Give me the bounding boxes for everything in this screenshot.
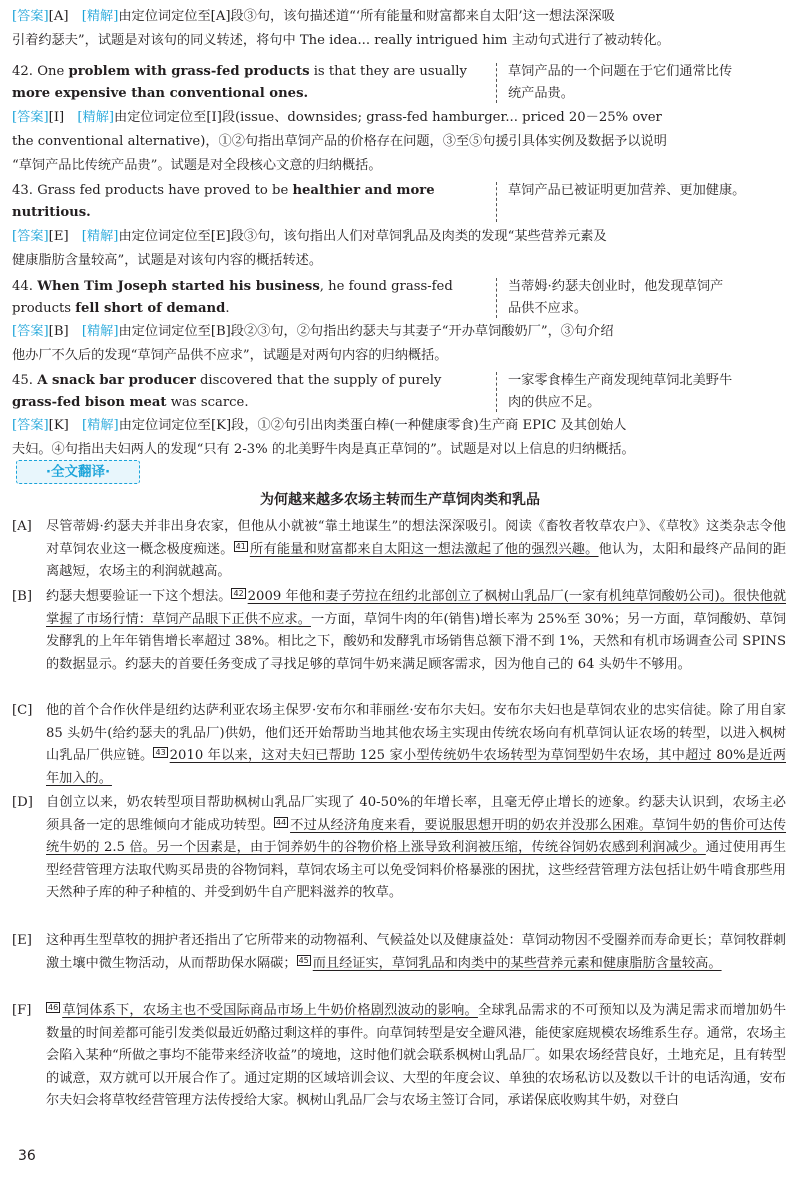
answer-41-line-2: 引着约瑟夫”，试题是对该句的同义转述，将句中 The idea... really intrigued him 主动句式进行了被动转化。 — [12, 33, 670, 48]
question-45 — [12, 370, 786, 414]
question-marker: 46 — [48, 1003, 59, 1012]
question-marker: 42 — [233, 589, 244, 598]
text: 尽管蒂姆·约瑟夫并非出身农家，但他从小就被“靠土地谋生”的想法深深吸引。阅读《畜牧者牧草农户》、《草牧》这类杂志令他对草饲农业这一概念极度痴迷。 — [46, 519, 786, 557]
keyword: more expensive than conventional ones. — [12, 86, 309, 101]
paragraph-text — [46, 586, 786, 676]
underlined-text: 2010 年以来，这对夫妇已帮助 125 家小型传统奶牛农场转型为草饲型奶牛农场，其中超过 80%是近两年加入的。 — [46, 748, 786, 786]
question-43 — [12, 180, 786, 224]
text: discovered that the supply of purely — [195, 373, 442, 388]
answer-42-line-3: “草饲产品比传统产品贵”。试题是对全段核心文意的归纳概括。 — [12, 158, 382, 173]
answer-45-line-1 — [12, 415, 786, 437]
paragraph-text — [46, 700, 786, 790]
answer-42-line-2: the conventional alternative)，①②句指出草饲产品的价格存在问题，③至⑤句援引具体实例及数据予以说明 — [12, 134, 667, 149]
paragraph-f — [12, 1000, 786, 1136]
paragraph-e — [12, 930, 786, 998]
paragraph-a — [12, 516, 786, 584]
answer-key: [K] — [48, 418, 69, 433]
question-44-chinese — [508, 276, 786, 320]
page-number: 36 — [18, 1148, 36, 1164]
underlined-text: 2009 年他和妻子劳拉在纽约北部创立了枫树山乳品厂(一家有机纯草饲酸奶公司)。很快他就掌握了市场行情：草饲产品眼下正供不应求。 — [46, 589, 787, 627]
paragraph-text — [46, 930, 786, 975]
paragraph-label: [A] — [12, 519, 32, 534]
analysis-text: 由定位词定位至[E]段③句，该句指出人们对草饲乳品及肉类的发现“某些营养元素及 — [118, 229, 607, 244]
underlined-text: 所有能量和财富都来自太阳这一想法激起了他的强烈兴趣。 — [249, 541, 599, 557]
question-marker: 45 — [298, 955, 309, 965]
analysis-text: 由定位词定位至[I]段(issue、downsides; grass-fed hamburger... priced 20－25% over — [114, 110, 662, 125]
question-marker: 44 — [275, 817, 287, 827]
question-44-english — [12, 276, 484, 320]
text: 一方面，草饲牛肉的年(销售)增长率为 25%至 30%；另一方面，草饲酸奶、草饲发酵乳的上年年销售增长率超过 38%。相比之下，酸奶和发酵乳市场销售总额下滑不到 1%，天然和有机市场调查公司 SPINS 的数据显示。约瑟夫的首要任务变成了寻找足够的草饲牛奶来满足顾客需求，因为他自己的 64 头奶牛不够用。 — [46, 611, 786, 672]
paragraph-label: [B] — [12, 589, 32, 604]
answer-44-line-1 — [12, 321, 786, 343]
text: 全球乳品需求的不可预知以及为满足需求而增加奶牛数量的时间差都可能引发类似最近奶酪过剩这样的事件。向草饲转型是安全避风港，能使家庭规模农场维系生存。通常，农场主会陷入某种“所做之事均不能带来经济收益”的境地，这时他们就会联系枫树山乳品厂。如果农场经营良好，土地充足，且有转型的诚意，双方就可以开展合作了。通过定期的区域培训会议、大型的年度会议、单独的农场私访以及数以千计的电话沟通，安布尔夫妇会将草牧经营管理方法传授给大家。枫树山乳品厂会与农场主签订合同，承诺保底收购其牛奶，对登白 — [46, 1003, 786, 1108]
answer-key: [A] — [48, 9, 69, 24]
question-43-chinese: 草饲产品已被证明更加营养、更加健康。 — [508, 183, 746, 198]
answer-42-line-1 — [12, 107, 786, 129]
answer-tag: [答案] — [12, 110, 49, 125]
paragraph-label: [E] — [12, 933, 32, 948]
analysis-text: 由定位词定位至[A]段③句，该句描述道“‘所有能量和财富都来自太阳’这一想法深深吸 — [118, 9, 615, 24]
paragraph-label: [F] — [12, 1003, 32, 1018]
question-45-english — [12, 370, 484, 414]
analysis-tag: [精解] — [81, 229, 119, 244]
answer-44-line-2: 他办厂不久后的发现“草饲产品供不应求”，试题是对两句内容的归纳概括。 — [12, 348, 448, 363]
answer-tag: [答案] — [12, 324, 49, 339]
keyword: fell short of demand — [75, 301, 226, 316]
text: 品供不应求。 — [508, 301, 588, 316]
answer-key: [I] — [48, 110, 65, 125]
answer-tag: [答案] — [12, 418, 49, 433]
answer-key: [E] — [48, 229, 69, 244]
answer-43-line-2: 健康脂肪含量较高”，试题是对该句内容的概括转述。 — [12, 253, 323, 268]
text: 统产品贵。 — [508, 86, 574, 101]
text: Grass fed products have proved to be — [37, 183, 293, 198]
underlined-text: 而且经证实，草饲乳品和肉类中的某些营养元素和健康脂肪含量较高。 — [312, 955, 722, 971]
answer-41-line-1 — [12, 6, 786, 28]
text: 自创立以来，奶农转型项目帮助枫树山乳品厂实现了 40-50%的年增长率，且毫无停止增长的迹象。约瑟夫认识到，农场主必须具备一定的思维倾向才能成功转型。 — [46, 795, 786, 833]
paragraph-text — [46, 516, 786, 584]
question-number: 45. — [12, 373, 33, 388]
answer-tag: [答案] — [12, 229, 49, 244]
divider — [496, 278, 497, 318]
answer-45-line-2: 夫妇。④句指出夫妇两人的发现“只有 2-3% 的北美野牛肉是真正草饲的”。试题是对以上信息的归纳概括。 — [12, 442, 635, 457]
question-number: 43. — [12, 183, 33, 198]
analysis-tag: [精解] — [81, 9, 119, 24]
underlined-text: 草饲体系下，农场主也不受国际商品市场上牛奶价格剧烈波动的影响。 — [62, 1003, 478, 1018]
paragraph-text — [46, 792, 786, 905]
text: 草饲产品的一个问题在于它们通常比传 — [508, 64, 733, 79]
text: . — [225, 301, 230, 316]
paragraph-d — [12, 792, 786, 928]
keyword: healthier and more — [292, 183, 435, 198]
question-marker: 43 — [155, 748, 166, 757]
text: One — [37, 64, 69, 79]
analysis-tag: [精解] — [77, 110, 115, 125]
question-number: 44. — [12, 279, 33, 294]
analysis-tag: [精解] — [81, 324, 119, 339]
question-42-chinese — [508, 61, 786, 105]
keyword: A snack bar producer — [37, 373, 196, 388]
keyword: When Tim Joseph started his business — [37, 279, 320, 294]
analysis-tag: [精解] — [82, 418, 119, 433]
question-42 — [12, 61, 786, 105]
paragraph-label: [D] — [12, 795, 33, 810]
text: is that they are usually — [309, 64, 467, 79]
question-44 — [12, 276, 786, 320]
section-tag-full-translation: ·全文翻译· — [16, 460, 140, 484]
text: 约瑟夫想要验证一下这个想法。 — [46, 589, 232, 604]
question-45-chinese — [508, 370, 786, 414]
underlined-text: 不过从经济角度来看，要说服思想开明的奶农并没那么困难。草饲牛奶的售价可达传统牛奶的 2.5 倍。另一个因素是，由于饲养奶牛的谷物价格上涨导致利润被压缩，传统谷饲奶农感到利润减少。 — [46, 817, 787, 855]
divider — [496, 372, 497, 412]
keyword: grass-fed bison meat — [12, 395, 167, 410]
paragraph-text — [46, 1000, 786, 1113]
keyword: nutritious. — [12, 205, 91, 220]
text: products — [12, 301, 76, 316]
answer-key: [B] — [48, 324, 69, 339]
question-number: 42. — [12, 64, 33, 79]
question-42-english — [12, 61, 484, 105]
text: 这种再生型草牧的拥护者还指出了它所带来的动物福利、气候益处以及健康益处：草饲动物因不受圈养而寿命更长；草饲牧群刺激土壤中微生物活动，从而帮助保水隔碳； — [46, 933, 786, 971]
paragraph-c — [12, 700, 786, 790]
question-43-english — [12, 180, 484, 224]
text: 通过使用再生型经营管理方法取代购买昂贵的谷物饲料，草饲农场主可以免受饲料价格暴涨的困扰，这些经营管理方法包括让奶牛啃食那些用天然种子库的种子种植的、并受到奶牛自产肥料滋养的牧草。 — [46, 840, 787, 900]
analysis-text: 由定位词定位至[B]段②③句，②句指出约瑟夫与其妻子“开办草饲酸奶厂”，③句介绍 — [118, 324, 614, 339]
text: was scarce. — [166, 395, 249, 410]
answer-43-line-1 — [12, 226, 786, 248]
question-marker: 41 — [235, 541, 246, 551]
answer-tag: [答案] — [12, 9, 49, 24]
paragraph-label: [C] — [12, 703, 33, 718]
divider — [496, 63, 497, 103]
translation-title: 为何越来越多农场主转而生产草饲肉类和乳品 — [260, 492, 540, 508]
text: 一家零食棒生产商发现纯草饲北美野牛 — [508, 373, 733, 388]
text: 肉的供应不足。 — [508, 395, 601, 410]
text: 他的首个合作伙伴是纽约达萨利亚农场主保罗·安布尔和菲丽丝·安布尔夫妇。安布尔夫妇也是草饲农业的忠实信徒。除了用自家 85 头奶牛(给约瑟夫的乳品厂)供奶，他们还开始帮助当地其他农场主实现由传统农场向有机草饲认证农场的转型，以进入枫树山乳品厂供应链。 — [46, 703, 786, 763]
text: 当蒂姆·约瑟夫创业时，他发现草饲产 — [508, 279, 724, 294]
text: , he found grass-fed — [319, 279, 453, 294]
keyword: problem with grass-fed products — [68, 64, 310, 79]
divider — [496, 182, 497, 222]
text: 他认为，太阳和最终产品间的距离越短，农场主的利润就越高。 — [46, 541, 787, 579]
paragraph-b — [12, 586, 786, 698]
analysis-text: 由定位词定位至[K]段，①②句引出肉类蛋白棒(一种健康零食)生产商 EPIC 及其创始人 — [118, 418, 627, 433]
